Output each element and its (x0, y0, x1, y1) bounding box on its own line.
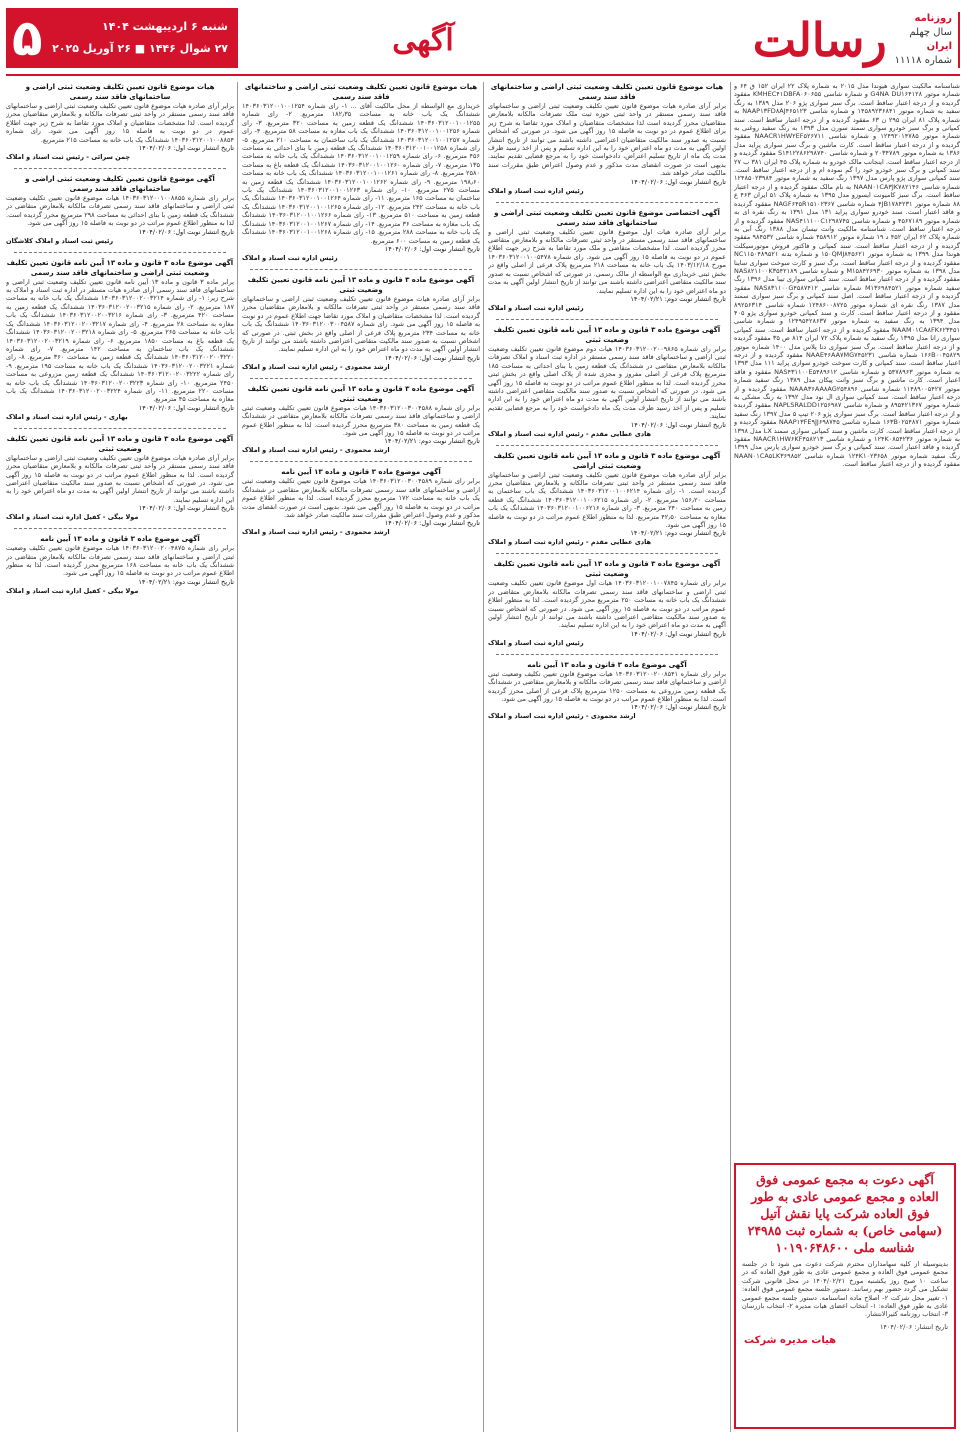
notice-title: آگهی موضوع ماده ۳ قانون و ماده ۱۳ آیین نامه قانون تعیین تکلیف وضعیت ثبتی (247, 275, 475, 294)
legal-notice (6, 434, 234, 522)
legal-notice (488, 559, 726, 647)
notice-date: تاریخ انتشار نوبت اول: ۱۴۰۴/۰۲/۰۶ (384, 519, 480, 528)
notice-body: برابر رای شماره ۱۴۰۳۶۰۳۱۲۰۰۱۰۰۷۸۴۵ هیات اول موضوع قانون تعیین تکلیف وضعیت ثبتی اراضی و ساختمانهای فاقد سند رسمی تصرفات مالکانه بلامعارض متقاضی در ششدانگ یک باب خانه به مساحت ۲۵۰ مترمربع محرز گردیده است. لذا به منظور اطلاع عموم مراتب در دو نوبت به فاصله ۱۵ روز آگهی می شود. در صورتی که اشخاص نسبت به صدور سند مالکیت متقاضی اعتراضی داشته باشند می توانند از تاریخ انتشار اولین آگهی به مدت دو ماه اعتراض خود را به این اداره تسلیم نمایند. (488, 579, 726, 630)
notice-sign: مولا بیگی - کفیل اداره ثبت اسناد و املاک (6, 586, 139, 595)
notice-date: تاریخ انتشار نوبت اول: ۱۴۰۴/۰۲/۰۶ (138, 504, 234, 513)
notice-divider (496, 319, 718, 321)
notice-title: آگهی موضوع ماده ۳ قانون و ماده ۱۳ آیین نامه قانون تعیین تکلیف وضعیت ثبتی اراضی و ساختمانهای فاقد سند رسمی (6, 258, 234, 277)
notice-sign: ارشد محمودی - رئیس اداره ثبت اسناد و املاک (242, 528, 390, 537)
legal-notice (6, 174, 234, 246)
notice-sign: رئیس اداره ثبت اسناد و املاک (488, 638, 584, 647)
notice-date: تاریخ انتشار نوبت اول: ۱۴۰۴/۰۲/۰۶ (384, 353, 480, 362)
notice-title: آگهی موضوع ماده ۳ قانون و ماده ۱۳ آیین نامه قانون تعیین تکلیف وضعیت ثبتی (493, 325, 721, 344)
date-banner (6, 8, 238, 68)
column-registry-notices-b (242, 82, 480, 1432)
column-divider (730, 82, 731, 1432)
newspaper-logo: رسالت (752, 13, 887, 67)
notice-title: هیات موضوع قانون تعیین تکلیف وضعیت ثبتی اراضی و ساختمانهای فاقد سند رسمی (244, 83, 478, 101)
notice-title: آگهی موضوع ماده ۳ قانون و ماده ۱۳ آیین نامه قانون تعیین تکلیف وضعیت ثبتی (6, 434, 234, 453)
country-label: ایران (926, 41, 952, 52)
notice-sign: مولا بیگی - کفیل اداره ثبت اسناد و املاک (6, 513, 139, 522)
issue-meta (895, 12, 960, 68)
notice-date: تاریخ انتشار نوبت دوم: ۱۴۰۴/۰۲/۲۱ (138, 577, 234, 586)
notice-date: تاریخ انتشار نوبت اول: ۱۴۰۴/۰۲/۰۶ (138, 227, 234, 236)
legal-notice (6, 82, 234, 162)
masthead (608, 8, 960, 72)
notice-date: تاریخ انتشار نوبت اول: ۱۴۰۴/۰۲/۰۶ (630, 629, 726, 638)
notice-body: بدینوسیله از کلیه سهامداران محترم شرکت دعوت می شود تا در جلسه مجمع عمومی فوق العاده و مجمع عمومی عادی به طور فوق العاده که در ساعت ۱۰ صبح روز یکشنبه مورخ ۱۴۰۴/۰۲/۲۱ در محل قانونی شرکت تشکیل می گردد حضور بهم رسانند. دستور جلسه مجمع عمومی فوق العاده: ۱- تغییر محل شرکت ۲- اصلاح ماده اساسنامه. دستور جلسه مجمع عمومی عادی به طور فوق العاده: ۱- انتخاب اعضای هیات مدیره ۲- انتخاب بازرسان ۳- انتخاب روزنامه کثیرالانتشار. (742, 1260, 948, 1319)
legal-notice (242, 467, 480, 537)
page-number: ۵ (12, 9, 43, 67)
legal-notice (242, 275, 480, 372)
notice-headline: آگهی دعوت به مجمع عمومی فوق العاده و مجمع عمومی عادی به طور فوق العاده شرکت پایا نقش آتیل (سهامی خاص) به شماره ثبت ۲۴۹۸۵ شناسه ملی ۱۰۱۹۰۶۴۸۶۰۰ (747, 1172, 943, 1255)
notice-body: برابر آرای صادره هیات اول موضوع قانون تعیین تکلیف وضعیت ثبتی اراضی و ساختمانهای فاقد سند رسمی مستقر در واحد ثبتی تصرفات مالکانه و بلامعارض متقاضی محرز گردیده است. لذا مشخصات متقاضی و ملک مورد تقاضا به شرح زیر جهت اطلاع عموم در دو نوبت به فاصله ۱۵ روز آگهی می شود. رای شماره ۱۴۰۳۶۰۳۱۲۰۰۱۰۰۵۴۷۸ مورخ ۱۴۰۳/۱۲/۱۸ یک باب خانه به مساحت ۲۱۸ مترمربع پلاک فرعی از اصلی واقع در بخش ثبتی خریداری مع الواسطه از مالک رسمی. در صورتی که اشخاص نسبت به صدور سند مالکیت متقاضی اعتراضی داشته باشند می توانند از تاریخ انتشار اولین آگهی به مدت دو ماه اعتراض خود را به این اداره تسلیم نمایند. (488, 227, 726, 295)
date-shamsi: شنبه ۶ اردیبهشت ۱۴۰۴ (101, 20, 228, 33)
legal-notice (488, 451, 726, 548)
notice-body: برابر رای شماره ۱۴۰۳۶۰۳۱۲۰۰۲۰۰۹۸۶۵ هیات دوم موضوع قانون تعیین تکلیف وضعیت ثبتی اراضی و ساختمانهای فاقد سند رسمی مستقر در اداره ثبت اسناد و املاک تصرفات مالکانه بلامعارض متقاضی در ششدانگ یک قطعه زمین با بنای احداثی به مساحت ۱۸۵ مترمربع پلاک فرعی از اصلی مفروز و مجزی شده از پلاک اصلی واقع در بخش ثبتی محرز گردیده است. لذا به منظور اطلاع عموم مراتب در دو نوبت به فاصله ۱۵ روز آگهی می شود. در صورتی که اشخاص نسبت به صدور سند مالکیت متقاضی اعتراضی داشته باشند می توانند از تاریخ انتشار اولین آگهی به مدت دو ماه اعتراض خود را به این اداره تسلیم و پس از اخذ رسید ظرف مدت یک ماه دادخواست خود را به مرجع قضایی تقدیم نمایند. (488, 344, 726, 421)
notice-sign: بهاری - رئیس اداره ثبت اسناد و املاک (6, 412, 128, 421)
notice-title: هیات موضوع قانون تعیین تکلیف وضعیت ثبتی اراضی و ساختمانهای فاقد سند رسمی (490, 83, 724, 101)
page-header (6, 8, 960, 72)
notice-title: آگهی موضوع ماده ۳ قانون و ماده ۱۳ آیین نامه (40, 535, 200, 544)
notice-date: تاریخ انتشار نوبت دوم: ۱۴۰۴/۰۲/۲۱ (384, 437, 480, 446)
notice-sign: رئیس اداره ثبت اسناد و املاک (488, 186, 584, 195)
notice-divider (496, 654, 718, 656)
notice-sign: رئیس اداره ثبت اسناد و املاک (488, 303, 584, 312)
section-title: آگهی (392, 22, 454, 58)
notice-sign: ارشد محمودی - رئیس اداره ثبت اسناد و املاک (488, 712, 636, 721)
paper-type: روزنامه (914, 13, 952, 24)
notice-divider (14, 252, 226, 254)
notice-body: برابر رای شماره ۱۴۰۳۶۰۳۱۲۰۰۲۰۰۴۸۷۵ هیات موضوع قانون تعیین تکلیف وضعیت ثبتی اراضی و ساختمانهای فاقد سند رسمی تصرفات مالکانه بلامعارض متقاضی در ششدانگ یک باب خانه به مساحت ۱۶۸ مترمربع محرز گردیده است. لذا به منظور اطلاع عموم مراتب در دو نوبت به فاصله ۱۵ روز آگهی می شود. (6, 544, 234, 578)
header-rule (6, 74, 960, 76)
notice-divider (496, 202, 718, 204)
legal-notice (6, 258, 234, 422)
notice-body: برابر آرای صادره هیات موضوع قانون تعیین تکلیف وضعیت ثبتی اراضی و ساختمانهای فاقد سند رسمی مستقر در واحد ثبتی تصرفات مالکانه و بلامعارض متقاضیان محرز گردیده است. ۱- رای شماره ۱۴۰۳۶۰۳۱۲۰۰۱۰۰۶۲۱۴ ششدانگ یک باب ساختمان به مساحت ۱۵۶٫۲۰ مترمربع. ۲- رای شماره ۱۴۰۳۶۰۳۱۲۰۰۱۰۰۶۲۱۵ ششدانگ یک قطعه زمین به مساحت ۲۴۰ مترمربع. ۳- رای شماره ۱۴۰۳۶۰۳۱۲۰۰۱۰۰۶۲۱۶ ششدانگ یک باب مغازه به مساحت ۴۲٫۵۰ مترمربع. لذا به منظور اطلاع عموم مراتب در دو نوبت به فاصله ۱۵ روز آگهی می شود. (488, 470, 726, 529)
legal-notice (6, 534, 234, 596)
notice-date: تاریخ انتشار: ۱۴۰۴/۰۲/۰۶ (879, 1322, 948, 1331)
column-divider (483, 82, 484, 1432)
legal-notice (242, 82, 480, 263)
notice-divider (14, 528, 226, 530)
notice-divider (496, 445, 718, 447)
legal-notice (488, 208, 726, 313)
legal-notice (242, 384, 480, 456)
notice-title: آگهی موضوع ماده ۳ قانون و ماده ۱۳ آیین نامه قانون تعیین تکلیف وضعیت ثبتی اراضی (493, 451, 721, 470)
date-other: ۲۷ شوال ۱۴۴۶ ■ ۲۶ آوریل ۲۰۲۵ (52, 42, 228, 55)
column-divider (237, 82, 238, 1432)
notice-date: تاریخ انتشار نوبت دوم: ۱۴۰۴/۰۲/۲۱ (630, 529, 726, 538)
notice-title: آگهی موضوع ماده ۳ قانون و ماده ۱۳ آیین نامه قانون تعیین تکلیف وضعیت ثبتی (493, 560, 721, 579)
notice-body: برابر رای شماره ۱۴۰۳۶۰۳۱۲۰۰۱۰۰۸۸۵۵ هیات موضوع قانون تعیین تکلیف وضعیت ثبتی اراضی و ساختمانهای فاقد سند رسمی تصرفات مالکانه بلامعارض متقاضی در ششدانگ یک قطعه زمین با بنای احداثی به مساحت ۲۹۸ مترمربع محرز گردیده است. لذا به منظور اطلاع عموم مراتب در دو نوبت به فاصله ۱۵ روز آگهی می شود. (6, 194, 234, 228)
notice-title: آگهی موضوع ماده ۳ قانون و ماده ۱۳ آیین نامه قانون تعیین تکلیف وضعیت ثبتی (247, 384, 475, 403)
notice-divider (250, 461, 472, 463)
notice-sign: هادی عطایی مقدم - رئیس اداره ثبت اسناد و املاک (488, 429, 652, 438)
notice-divider (14, 428, 226, 430)
column-registry-notices-c (6, 82, 234, 1432)
notice-sign: ارشد محمودی - رئیس اداره ثبت اسناد و املاک (242, 446, 390, 455)
notice-date: تاریخ انتشار نوبت اول: ۱۴۰۴/۰۲/۰۶ (630, 420, 726, 429)
notice-divider (250, 269, 472, 271)
notice-sign: چمن سرائی - رئیس ثبت اسناد و املاک (6, 153, 131, 162)
notice-date: تاریخ انتشار نوبت اول: ۱۴۰۴/۰۲/۰۶ (138, 144, 234, 153)
notice-date: تاریخ انتشار نوبت اول: ۱۴۰۴/۰۲/۰۶ (384, 244, 480, 253)
notice-body: برابر آرای صادره هیات موضوع قانون تعیین تکلیف وضعیت ثبتی اراضی و ساختمانهای فاقد سند رسمی مستقر در واحد ثبتی تصرفات مالکانه و بلامعارض متقاضیان محرز گردیده است. لذا به منظور اطلاع عموم مراتب در دو نوبت به فاصله ۱۵ روز آگهی می شود. در صورتی که اشخاص نسبت به صدور سند مالکیت متقاضیان اعتراضی داشته باشند می توانند از تاریخ انتشار اولین آگهی به مدت دو ماه اعتراض خود را به این اداره تسلیم نمایند. (6, 453, 234, 504)
issue-number: شماره ۱۱۱۱۸ (894, 55, 952, 66)
column-registry-notices-a (488, 82, 726, 1432)
legal-notice (734, 82, 960, 469)
notice-sign: رئیس اداره ثبت اسناد و املاک (242, 253, 338, 262)
notice-title: هیات موضوع قانون تعیین تکلیف وضعیت ثبتی اراضی و ساختمانهای فاقد سند رسمی (25, 83, 215, 101)
notice-title: آگهی موضوع قانون تعیین تکلیف وضعیت ثبتی اراضی و ساختمانهای فاقد سند رسمی (25, 175, 215, 194)
notice-divider (250, 378, 472, 380)
notice-body: برابر رای شماره ۱۴۰۳۶۰۳۱۲۰۰۳۰۰۴۵۸۹ هیات موضوع قانون تعیین تکلیف وضعیت ثبتی اراضی و ساختمانهای فاقد سند رسمی تصرفات مالکانه بلامعارض متقاضی در ششدانگ یک باب خانه به مساحت ۱۷۲ مترمربع محرز گردیده است. لذا به منظور اطلاع عموم مراتب در دو نوبت به فاصله ۱۵ روز آگهی می شود. بدیهی است در صورت انقضای مدت مذکور و عدم وصول اعتراض طبق مقررات سند مالکیت صادر خواهد شد. (242, 477, 480, 519)
legal-notice (488, 660, 726, 722)
notice-date: تاریخ انتشار نوبت اول: ۱۴۰۴/۰۲/۰۶ (630, 703, 726, 712)
notice-body: برابر ماده ۳ قانون و ماده ۱۳ آیین نامه قانون تعیین تکلیف وضعیت ثبتی اراضی و ساختمانهای فاقد سند رسمی آرای صادره هیات مستقر در اداره ثبت اسناد و املاک به شرح زیر: ۱- رای شماره ۱۴۰۳۶۰۳۱۲۰۰۲۰۰۳۲۱۴ ششدانگ یک باب خانه به مساحت ۱۸۷ مترمربع. ۲- رای شماره ۱۴۰۳۶۰۳۱۲۰۰۲۰۰۳۲۱۵ ششدانگ یک قطعه زمین به مساحت ۴۲۰ مترمربع. ۳- رای شماره ۱۴۰۳۶۰۳۱۲۰۰۲۰۰۳۲۱۶ ششدانگ یک باب مغازه به مساحت ۲۸ مترمربع. ۴- رای شماره ۱۴۰۳۶۰۳۱۲۰۰۲۰۰۳۲۱۷ ششدانگ یک باب خانه به مساحت ۲۶۵ مترمربع. ۵- رای شماره ۱۴۰۳۶۰۳۱۲۰۰۲۰۰۳۲۱۸ ششدانگ یک قطعه باغ به مساحت ۱۸۵۰ مترمربع. ۶- رای شماره ۱۴۰۳۶۰۳۱۲۰۰۲۰۰۳۲۱۹ ششدانگ یک باب ساختمان به مساحت ۱۴۲ مترمربع. ۷- رای شماره ۱۴۰۳۶۰۳۱۲۰۰۲۰۰۳۲۲۰ ششدانگ یک قطعه زمین به مساحت ۳۶۰ مترمربع. ۸- رای شماره ۱۴۰۳۶۰۳۱۲۰۰۲۰۰۳۲۲۱ ششدانگ یک باب خانه به مساحت ۱۹۵ مترمربع. ۹- رای شماره ۱۴۰۳۶۰۳۱۲۰۰۲۰۰۳۲۲۲ ششدانگ یک قطعه زمین مزروعی به مساحت ۲۴۵۰ مترمربع. ۱۰- رای شماره ۱۴۰۳۶۰۳۱۲۰۰۲۰۰۳۲۲۳ ششدانگ یک باب خانه به مساحت ۲۲۰ مترمربع. ۱۱- رای شماره ۱۴۰۳۶۰۳۱۲۰۰۲۰۰۳۲۲۴ ششدانگ یک باب مغازه به مساحت ۴۵ مترمربع. (6, 277, 234, 404)
notice-sign: هادی عطایی مقدم - رئیس اداره ثبت اسناد و املاک (488, 538, 652, 547)
notice-body: شناسنامه مالکیت سواری هیوندا مدل ۲۰۱۵ به شماره پلاک ۲۲ ایران ۱۵۲ ق ۶۴ و شماره موتور G4NA DU۱۶۴۱۲۸ و شماره شاسی KMHEC۴۱DBFA۰۶۰۶۵۵ مفقود گردیده و از درجه اعتبار ساقط است. برگ سبز سواری پژو ۲۰۶ مدل ۱۳۸۹ به رنگ سفید به شماره موتور ۱۴۵۸۹۲۳۶۸۴۱ و شماره شاسی NAAP۱۳FD۸AJ۴۶۵۱۲۳ به شماره پلاک ۸۱ ایران ۲۹۵ ن ۶۳ مفقود گردیده و از درجه اعتبار ساقط است. سند کمپانی و برگ سبز خودرو سواری سمند سورن مدل ۱۳۹۳ به رنگ سفید روغنی به شماره موتور ۱۲۴۹۲۰۱۴۷۸۵ و شماره شاسی NAACR۱HW۲EF۵۲۶۷۱۱ مفقود گردیده و از درجه اعتبار ساقط است. کارت ماشین و برگ سبز سواری پراید مدل ۱۳۸۶ به شماره موتور ۲۰۳۴۷۸۹ و شماره شاسی S۱۴۱۲۲۸۶۲۹۸۷۴۰ مفقود گردیده و از درجه اعتبار ساقط است. اینجانب مالک خودرو به شماره پلاک ۴۵ ایران ۳۸۱ ب ۲۷ سند کمپانی و برگ سبز خودرو خود را گم نموده ام و از درجه اعتبار ساقط است. سند کمپانی سواری پژو پارس مدل ۱۳۹۷ رنگ سفید به شماره موتور ۱۲۴۸۵۰۲۳۹۸۴ شماره شاسی NAAN۰۱CA۳JK۷۸۲۱۴۶ به نام مالک مفقود گردیده و از درجه اعتبار ساقط است. برگ سبز کامیونت ایسوزو مدل ۱۳۹۵ به شماره پلاک ۵۱ ایران ۴۶۳ ع ۸۸ شماره موتور ۴JB۱۷۸۴۲۳۱ شماره شاسی NAGF۶۴۵R۱۵۱۰۲۳۶۷ مفقود گردیده و فاقد اعتبار است. سند خودرو سواری پراید ۱۳۱ مدل ۱۳۹۱ به رنگ نقره ای به شماره موتور ۴۵۶۷۱۸۹ و شماره شاسی NAS۴۱۱۱۰۰C۱۲۹۸۷۴۵ مفقود گردیده و از درجه اعتبار ساقط است. شناسنامه مالکیت وانت نیسان مدل ۱۳۸۸ رنگ آبی به شماره پلاک ۶۲ ایران ۴۵۲ د ۱۹ شماره موتور ۴۵۸۹۱۲ شماره شاسی ۹۸۴۵۳۲ مفقود گردیده و از درجه اعتبار ساقط است. سند کمپانی و فاکتور فروش موتورسیکلت هوندا مدل ۱۳۹۹ به شماره موتور ۱۵۰QMJ۸۴۵۶۲۱ و شماره بدنه NC۱۱۵۰۴۸۹۵۲۱ مفقود گردیده و از درجه اعتبار ساقط است. برگ سبز و کارت سوخت سواری ساینا مدل ۱۳۹۸ به شماره موتور M۱۵۸۴۲۶۹۳۰ و شماره شاسی NAS۸۲۱۱۰۰K۳۵۴۲۱۸۹ مفقود گردیده و از درجه اعتبار ساقط است. سند کمپانی سواری تیبا مدل ۱۳۹۶ رنگ سفید شماره موتور M۱۳۶۹۸۴۵۲۱ شماره شاسی NAS۸۳۱۱۰۰G۴۵۸۷۴۱۲ مفقود گردیده و از درجه اعتبار ساقط است. اصل سند کمپانی و برگ سبز سواری سمند مدل ۱۳۸۷ رنگ نقره ای شماره موتور ۱۲۴۸۶۰۰۸۷۲۵ شماره شاسی ۸۹۲۵۶۳۱۴ مفقود و از درجه اعتبار ساقط است. کارت و سند کمپانی خودرو سواری پژو ۴۰۵ مدل ۱۳۹۴ به رنگ سفید به شماره موتور ۱۲۴۹۵۴۲۸۶۳۷ و شماره شاسی NAAM۰۱CA۸FK۶۲۳۴۵۱ مفقود گردیده و از درجه اعتبار ساقط است. سند کمپانی سواری رانا مدل ۱۳۹۵ رنگ سفید به شماره پلاک ۷۲ ایران ۸۱۴ ص ۳۵ مفقود گردیده و از درجه اعتبار ساقط است. برگ سبز سواری دنا پلاس مدل ۱۴۰۰ شماره موتور ۱۶۶B۰۰۴۵۸۲۹ شماره شاسی NAAE۴۶AA۷MG۷۴۵۲۳۱ مفقود گردیده و از درجه اعتبار ساقط است. سند کمپانی و کارت سوخت خودرو سواری پراید ۱۱۱ مدل ۱۳۹۳ به شماره موتور ۵۴۷۸۹۶۳ و شماره شاسی NAS۴۳۱۱۰۰E۵۴۸۹۶۱۲ مفقود و فاقد اعتبار است. کارت ماشین و برگ سبز وانت پیکان مدل ۱۳۸۹ رنگ سفید شماره موتور ۱۱۴۸۹۰۰۵۴۲۷ شماره شاسی NAAA۳۶AA۸AG۲۵۴۸۹۶ مفقود گردیده و از درجه اعتبار ساقط است. سند کمپانی سواری ال نود مدل ۱۳۹۲ به رنگ مشکی به شماره موتور ۸۹۵۴۲۱۳۶۷ و شماره شاسی NAPLSRALDD۱۲۵۶۹۸۷ مفقود گردیده و از درجه اعتبار ساقط است. برگ سبز سواری پژو ۲۰۶ تیپ ۵ مدل ۱۳۹۷ رنگ سفید شماره موتور ۱۶۳B۰۲۵۴۸۷۱ شماره شاسی NAAP۱۳FE۹JJ۶۹۸۷۴۵ مفقود گردیده و از درجه اعتبار ساقط است. کارت ماشین و سند کمپانی سواری سمند LX مدل ۱۳۹۸ به شماره موتور ۱۲۴K۰۸۵۴۲۳۶ و شماره شاسی NAACR۱HW۶KF۴۵۸۲۱۳ مفقود گردیده و فاقد اعتبار است. سند کمپانی و برگ سبز خودرو سواری پارس مدل ۱۳۹۹ رنگ سفید شماره موتور ۱۲۴K۱۰۲۳۶۵۸ شماره شاسی NAAN۰۱CA۵LK۳۶۹۸۵۲ مفقود گردیده و از درجه اعتبار ساقط است. (734, 82, 960, 469)
year-label: سال چهلم (909, 27, 952, 38)
notice-sign: ارشد محمودی - رئیس اداره ثبت اسناد و املاک (242, 362, 390, 371)
notice-divider (14, 168, 226, 170)
notice-body: برابر رای شماره ۱۴۰۳۶۰۳۱۲۰۰۳۰۰۴۵۸۸ هیات موضوع قانون تعیین تکلیف وضعیت ثبتی اراضی و ساختمانهای فاقد سند رسمی تصرفات مالکانه بلامعارض متقاضی در ششدانگ یک قطعه زمین به مساحت ۳۸۰ مترمربع محرز گردیده است. لذا به منظور اطلاع عموم مراتب در دو نوبت به فاصله ۱۵ روز آگهی می شود. (242, 403, 480, 437)
notice-title: آگهی موضوع ماده ۳ قانون و ماده ۱۳ آیین نامه (527, 660, 687, 669)
notice-sign: رئیس ثبت اسناد و املاک کلاشگان (6, 236, 114, 245)
issue-dates (52, 16, 228, 60)
notice-divider (496, 553, 718, 555)
section-heading (238, 8, 608, 72)
notice-body: برابر آرای صادره هیات موضوع قانون تعیین تکلیف وضعیت ثبتی اراضی و ساختمانهای فاقد سند رسمی مستقر در واحد ثبتی تصرفات مالکانه و بلامعارض متقاضیان محرز گردیده است. لذا مشخصات متقاضیان و املاک مورد تقاضا جهت اطلاع عموم در دو نوبت به فاصله ۱۵ روز آگهی می شود. رای شماره ۱۴۰۳۶۰۳۱۲۰۰۳۰۰۴۵۸۷ ششدانگ یک باب خانه به مساحت ۲۳۴ مترمربع پلاک فرعی از اصلی واقع در بخش ثبتی. در صورتی که اشخاص نسبت به صدور سند مالکیت متقاضی اعتراضی داشته باشند می توانند از تاریخ انتشار اولین آگهی به مدت دو ماه اعتراض خود را به این اداره تسلیم نمایند. (242, 294, 480, 354)
legal-notice (488, 325, 726, 439)
notice-date: تاریخ انتشار نوبت دوم: ۱۴۰۴/۰۲/۲۱ (630, 294, 726, 303)
notice-date: تاریخ انتشار نوبت اول: ۱۴۰۴/۰۲/۰۶ (630, 177, 726, 186)
notice-body: برابر آرای صادره هیات موضوع قانون تعیین تکلیف وضعیت ثبتی اراضی و ساختمانهای فاقد سند رسمی مستقر در واحد ثبتی حوزه ثبت ملک تصرفات مالکانه بلامعارض متقاضیان محرز گردیده است لذا مشخصات متقاضیان و املاک مورد تقاضا به شرح زیر برای اطلاع عموم در دو نوبت به فاصله ۱۵ روز آگهی می شود. در صورتی که اشخاص نسبت به صدور سند مالکیت متقاضیان اعتراضی داشته باشند می توانند از تاریخ انتشار اولین آگهی به مدت دو ماه اعتراض خود را به این اداره تسلیم و پس از اخذ رسید ظرف مدت یک ماه از تاریخ تسلیم اعتراض، دادخواست خود را به مرجع قضایی تقدیم نمایند. بدیهی است در صورت انقضای مدت مذکور و عدم وصول اعتراض طبق مقررات سند مالکیت صادر خواهد شد. (488, 102, 726, 178)
legal-notice (488, 82, 726, 196)
notice-title: آگهی اختصاصی موضوع قانون تعیین تکلیف وضعیت ثبتی اراضی و ساختمانهای فاقد سند رسمی (494, 208, 720, 227)
notice-body: برابر آرای صادره هیات موضوع قانون تعیین تکلیف وضعیت ثبتی اراضی و ساختمانهای فاقد سند رسمی مستقر در واحد ثبتی تصرفات مالکانه و بلامعارض متقاضیان محرز گردیده است. لذا مشخصات متقاضیان و املاک مورد تقاضا به شرح زیر جهت اطلاع عموم در دو نوبت به فاصله ۱۵ روز آگهی می شود. رای شماره ۱۴۰۳۶۰۳۱۲۰۰۱۰۰۸۸۵۴ ششدانگ یک باب خانه به مساحت ۲۱۵ مترمربع. (6, 102, 234, 144)
notice-date: تاریخ انتشار نوبت اول: ۱۴۰۴/۰۲/۰۶ (138, 403, 234, 412)
notice-signature: هیات مدیره شرکت (744, 1335, 837, 1347)
notice-body: برابر رای شماره ۱۴۰۳۶۰۳۱۲۰۰۲۰۰۸۵۴۱ هیات موضوع قانون تعیین تکلیف وضعیت ثبتی اراضی و ساختمانهای فاقد سند رسمی تصرفات مالکانه و بلامعارض متقاضی در ششدانگ یک قطعه زمین مزروعی به مساحت ۱۲۵۰ مترمربع پلاک فرعی از اصلی محرز گردیده است. لذا به منظور اطلاع عموم مراتب در دو نوبت به فاصله ۱۵ روز آگهی می شود. (488, 669, 726, 704)
shareholder-meeting-notice (734, 1163, 956, 1429)
notice-title: آگهی موضوع ماده ۳ قانون و ماده ۱۳ آیین نامه (281, 468, 441, 477)
notice-body: خریداری مع الواسطه از محل مالکیت آقای ... ۱- رای شماره ۱۴۰۳۶۰۳۱۲۰۰۱۰۰۱۲۵۴ ششدانگ یک باب خانه به مساحت ۱۸۲٫۳۵ مترمربع. ۲- رای شماره ۱۴۰۳۶۰۳۱۲۰۰۱۰۰۱۲۵۵ ششدانگ یک قطعه زمین به مساحت ۳۲۰ مترمربع. ۳- رای شماره ۱۴۰۳۶۰۳۱۲۰۰۱۰۰۱۲۵۶ ششدانگ یک باب مغازه به مساحت ۵۸ مترمربع. ۴- رای شماره ۱۴۰۳۶۰۳۱۲۰۰۱۰۰۱۲۵۷ ششدانگ یک باب ساختمان به مساحت ۲۱۰ مترمربع. ۵- رای شماره ۱۴۰۳۶۰۳۱۲۰۰۱۰۰۱۲۵۸ ششدانگ یک قطعه زمین با بنای احداثی به مساحت ۴۵۶ مترمربع. ۶- رای شماره ۱۴۰۳۶۰۳۱۲۰۰۱۰۰۱۲۵۹ ششدانگ یک باب خانه به مساحت ۱۳۵ مترمربع. ۷- رای شماره ۱۴۰۳۶۰۳۱۲۰۰۱۰۰۱۲۶۰ ششدانگ یک قطعه باغ به مساحت ۲۵۸۰ مترمربع. ۸- رای شماره ۱۴۰۳۶۰۳۱۲۰۰۱۰۰۱۲۶۱ ششدانگ یک باب خانه به مساحت ۱۹۸٫۶۰ مترمربع. ۹- رای شماره ۱۴۰۳۶۰۳۱۲۰۰۱۰۰۱۲۶۲ ششدانگ یک قطعه زمین به مساحت ۲۷۵ مترمربع. ۱۰- رای شماره ۱۴۰۳۶۰۳۱۲۰۰۱۰۰۱۲۶۳ ششدانگ یک باب ساختمان به مساحت ۱۶۵ مترمربع. ۱۱- رای شماره ۱۴۰۳۶۰۳۱۲۰۰۱۰۰۱۲۶۴ ششدانگ یک باب خانه به مساحت ۲۴۲ مترمربع. ۱۲- رای شماره ۱۴۰۳۶۰۳۱۲۰۰۱۰۰۱۲۶۵ ششدانگ یک قطعه زمین به مساحت ۵۱۰ مترمربع. ۱۳- رای شماره ۱۴۰۳۶۰۳۱۲۰۰۱۰۰۱۲۶۶ ششدانگ یک باب مغازه به مساحت ۳۶ مترمربع. ۱۴- رای شماره ۱۴۰۳۶۰۳۱۲۰۰۱۰۰۱۲۶۷ ششدانگ یک باب خانه به مساحت ۲۸۸ مترمربع. ۱۵- رای شماره ۱۴۰۳۶۰۳۱۲۰۰۱۰۰۱۲۶۸ ششدانگ یک قطعه زمین به مساحت ۶۰۰ مترمربع. (242, 102, 480, 245)
